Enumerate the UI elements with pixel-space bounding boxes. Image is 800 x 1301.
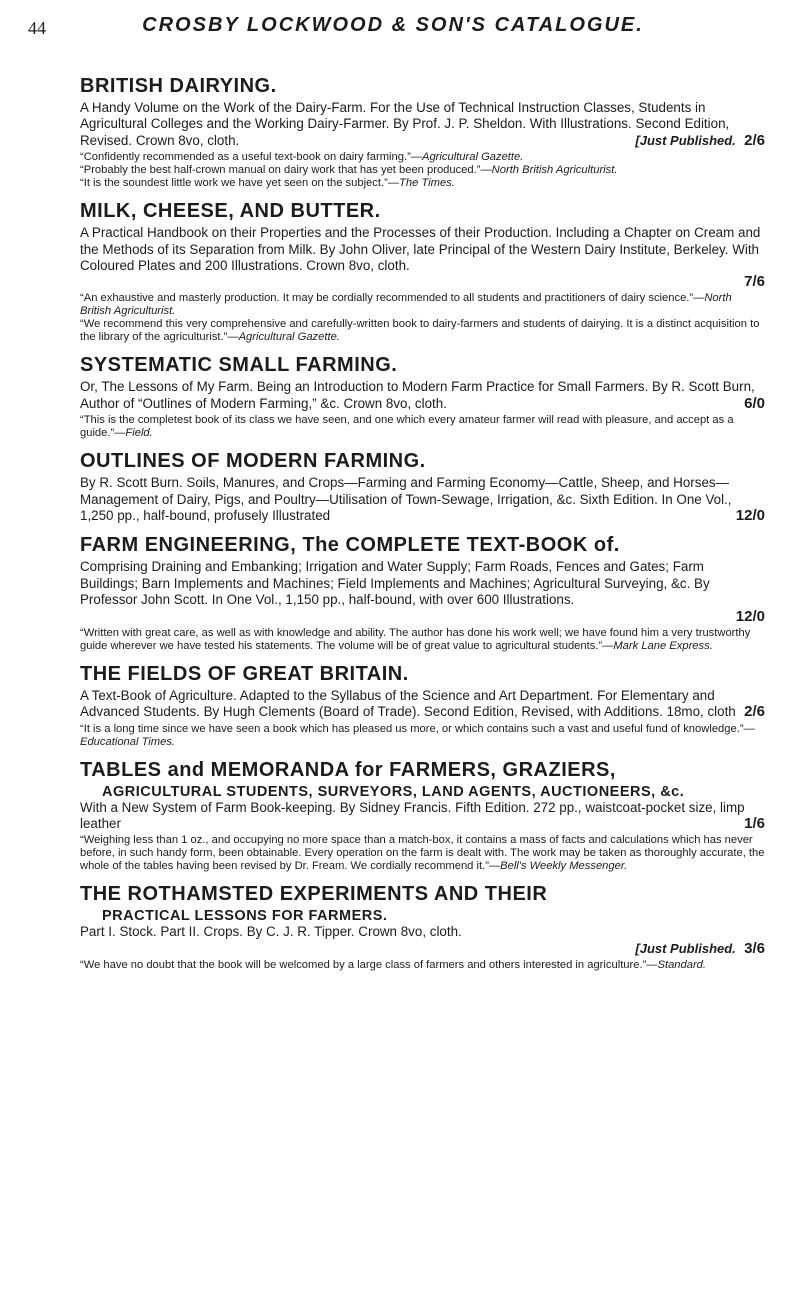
entry-title: FARM ENGINEERING, The COMPLETE TEXT-BOOK of. [80, 534, 620, 557]
review-source: North British Agriculturist. [491, 164, 618, 177]
entry-title: SYSTEMATIC SMALL FARMING. [80, 354, 398, 377]
entry-description-text: A Text-Book of Agriculture. Adapted to the Syllabus of the Science and Art Department. For Elementary and Advanced Students. By Hugh Clements (Board of Trade). Second Edition, Revised, with Additions. 18mo, cloth [80, 687, 736, 720]
catalogue-entry [80, 882, 765, 971]
entry-reviews [80, 959, 765, 972]
review-source: Standard. [657, 958, 707, 971]
review-text: “It is a long time since we have seen a book which has pleased us more, or which contains such a vast and useful fund of knowledge.”— [80, 722, 755, 735]
review-quote [80, 177, 765, 190]
page-header [28, 12, 758, 52]
entry-note: [Just Published. [635, 132, 736, 148]
entry-description [80, 688, 765, 721]
entry-note: [Just Published. [635, 940, 736, 956]
entry-description: A Practical Handbook on their Properties and the Processes of their Production. Including a Chapter on Cream and the Methods of its Separation from Milk. By John Oliver, late Principal of the Western Dairy Institute, Berkeley. With Coloured Plates and 200 Illustrations. Crown 8vo, cloth. [80, 225, 761, 274]
entry-description-text: With a New System of Farm Book-keeping. By Sidney Francis. Fifth Edition. 272 pp., waistcoat-pocket size, limp leather [80, 799, 745, 831]
entry-subtitle: PRACTICAL LESSONS FOR FARMERS. [102, 908, 388, 925]
catalogue-entry [80, 449, 765, 524]
entry-description-text: Or, The Lessons of My Farm. Being an Introduction to Modern Farm Practice for Small Farmers. By R. Scott Burn, Author of “Outlines of Modern Farming,” &c. Crown 8vo, cloth. [80, 379, 755, 411]
entry-price: 1/6 [744, 814, 765, 832]
catalogue-entry [80, 74, 765, 190]
review-text: “We recommend this very comprehensive and carefully-written book to dairy-farmers and students of dairying. It is a distinct acquisition to the library of the agriculturist.”— [80, 318, 760, 344]
entry-price-value: 2/6 [744, 131, 765, 149]
entry-price: 12/0 [735, 607, 765, 625]
catalogue-entry [80, 533, 765, 652]
entry-description: Part I. Stock. Part II. Crops. By C. J. R. Tipper. Crown 8vo, cloth. [80, 924, 462, 940]
review-text: “Probably the best half-crown manual on dairy work that has yet been produced.”— [80, 164, 492, 177]
review-source: Agricultural Gazette. [422, 151, 524, 164]
review-quote [80, 627, 765, 653]
entry-subtitle: AGRICULTURAL STUDENTS, SURVEYORS, LAND AGENTS, AUCTIONEERS, &c. [102, 783, 685, 800]
review-text: “Written with great care, as well as with knowledge and ability. The author has done his work well; we have found him a very trustworthy guide wherever we have tested his statements. The volume will be of great value to agricultural students.”— [80, 626, 751, 652]
review-text: “We have no doubt that the book will be welcomed by a large class of farmers and others interested in agriculture.”— [80, 958, 658, 971]
review-text: “This is the completest book of its class we have seen, and one which every amateur farmer will read with pleasure, and accept as a guide.”— [80, 414, 734, 440]
review-source: Field. [125, 427, 153, 440]
review-text: “Confidently recommended as a useful text-book on dairy farming.”— [80, 151, 422, 164]
review-source: Mark Lane Express. [613, 639, 713, 652]
entry-description [80, 800, 765, 833]
review-source: The Times. [399, 177, 455, 190]
review-text: “It is the soundest little work we have yet seen on the subject.”— [80, 177, 400, 190]
entry-price: 2/6 [744, 703, 765, 721]
review-source: North British Agriculturist. [80, 292, 732, 318]
review-text: “An exhaustive and masterly production. It may be cordially recommended to all students and practitioners of dairy science.”— [80, 292, 705, 305]
review-quote [80, 151, 765, 164]
entry-title: THE FIELDS OF GREAT BRITAIN. [80, 662, 409, 685]
review-source: Educational Times. [80, 735, 176, 748]
entry-title: TABLES and MEMORANDA for FARMERS, GRAZIERS, [80, 758, 616, 781]
catalogue-entry [80, 758, 765, 874]
review-quote [80, 959, 765, 972]
entry-description [80, 100, 765, 149]
entry-price: 7/6 [744, 273, 765, 291]
entry-description [80, 475, 765, 524]
review-source: Agricultural Gazette. [238, 331, 340, 344]
review-quote [80, 318, 765, 344]
entry-description: Comprising Draining and Embanking; Irrigation and Water Supply; Farm Roads, Fences and Gates; Farm Buildings; Barn Implements and Machines; Field Implements and Machines; Agricultural Surveying, &c. By Professor John Scott. In One Vol., 1,150 pp., half-bound, with over 600 Illustrations. [80, 559, 710, 608]
entry-price: 6/0 [744, 394, 765, 412]
entry-price [635, 133, 765, 149]
page-number: 44 [28, 18, 46, 38]
catalogue-entry [80, 662, 765, 749]
entry-description-text: By R. Scott Burn. Soils, Manures, and Crops—Farming and Farming Economy—Cattle, Sheep, and Horses—Management of Dairy, Pigs, and Poultry—Utilisation of Town-Sewage, Irrigation, &c. Sixth Edition. In One Vol., 1,250 pp., half-bound, profusely Illustrated [80, 475, 732, 524]
entry-price-value: 3/6 [744, 939, 765, 957]
review-quote [80, 292, 765, 318]
review-text: “Weighing less than 1 oz., and occupying no more space than a match-box, it contains a mass of facts and calculations which has never before, in such handy form, been obtainable. Every operation on the farm is dealt with. The work may be taken as thoroughly accurate, the whole of the tables having been revised by Dr. Fream. We cordially recommend it.”— [80, 834, 765, 873]
entry-reviews [80, 834, 765, 873]
entry-title: MILK, CHEESE, AND BUTTER. [80, 200, 381, 223]
entry-price [80, 941, 765, 957]
review-quote [80, 164, 765, 177]
running-title: CROSBY LOCKWOOD & SON'S CATALOGUE. [142, 14, 644, 36]
entry-reviews [80, 414, 765, 440]
review-quote [80, 414, 765, 440]
catalogue-entries [80, 74, 765, 981]
entry-reviews [80, 627, 765, 653]
review-quote [80, 834, 765, 873]
catalogue-entry [80, 353, 765, 440]
entry-reviews [80, 292, 765, 344]
entry-title: THE ROTHAMSTED EXPERIMENTS AND THEIR [80, 883, 548, 906]
entry-description [80, 379, 765, 412]
entry-description-text: A Handy Volume on the Work of the Dairy-Farm. For the Use of Technical Instruction Classes, Students in Agricultural Colleges and the Working Dairy-Farmer. By Prof. J. P. Sheldon. With Illustrations. Second Edition, Revised. Crown 8vo, cloth. [80, 100, 730, 148]
entry-title: OUTLINES OF MODERN FARMING. [80, 450, 426, 473]
catalogue-entry [80, 199, 765, 344]
review-source: Bell's Weekly Messenger. [500, 860, 628, 873]
entry-title: BRITISH DAIRYING. [80, 75, 277, 97]
entry-reviews [80, 151, 765, 190]
entry-price: 12/0 [735, 507, 765, 525]
review-quote [80, 723, 765, 749]
entry-reviews [80, 723, 765, 749]
